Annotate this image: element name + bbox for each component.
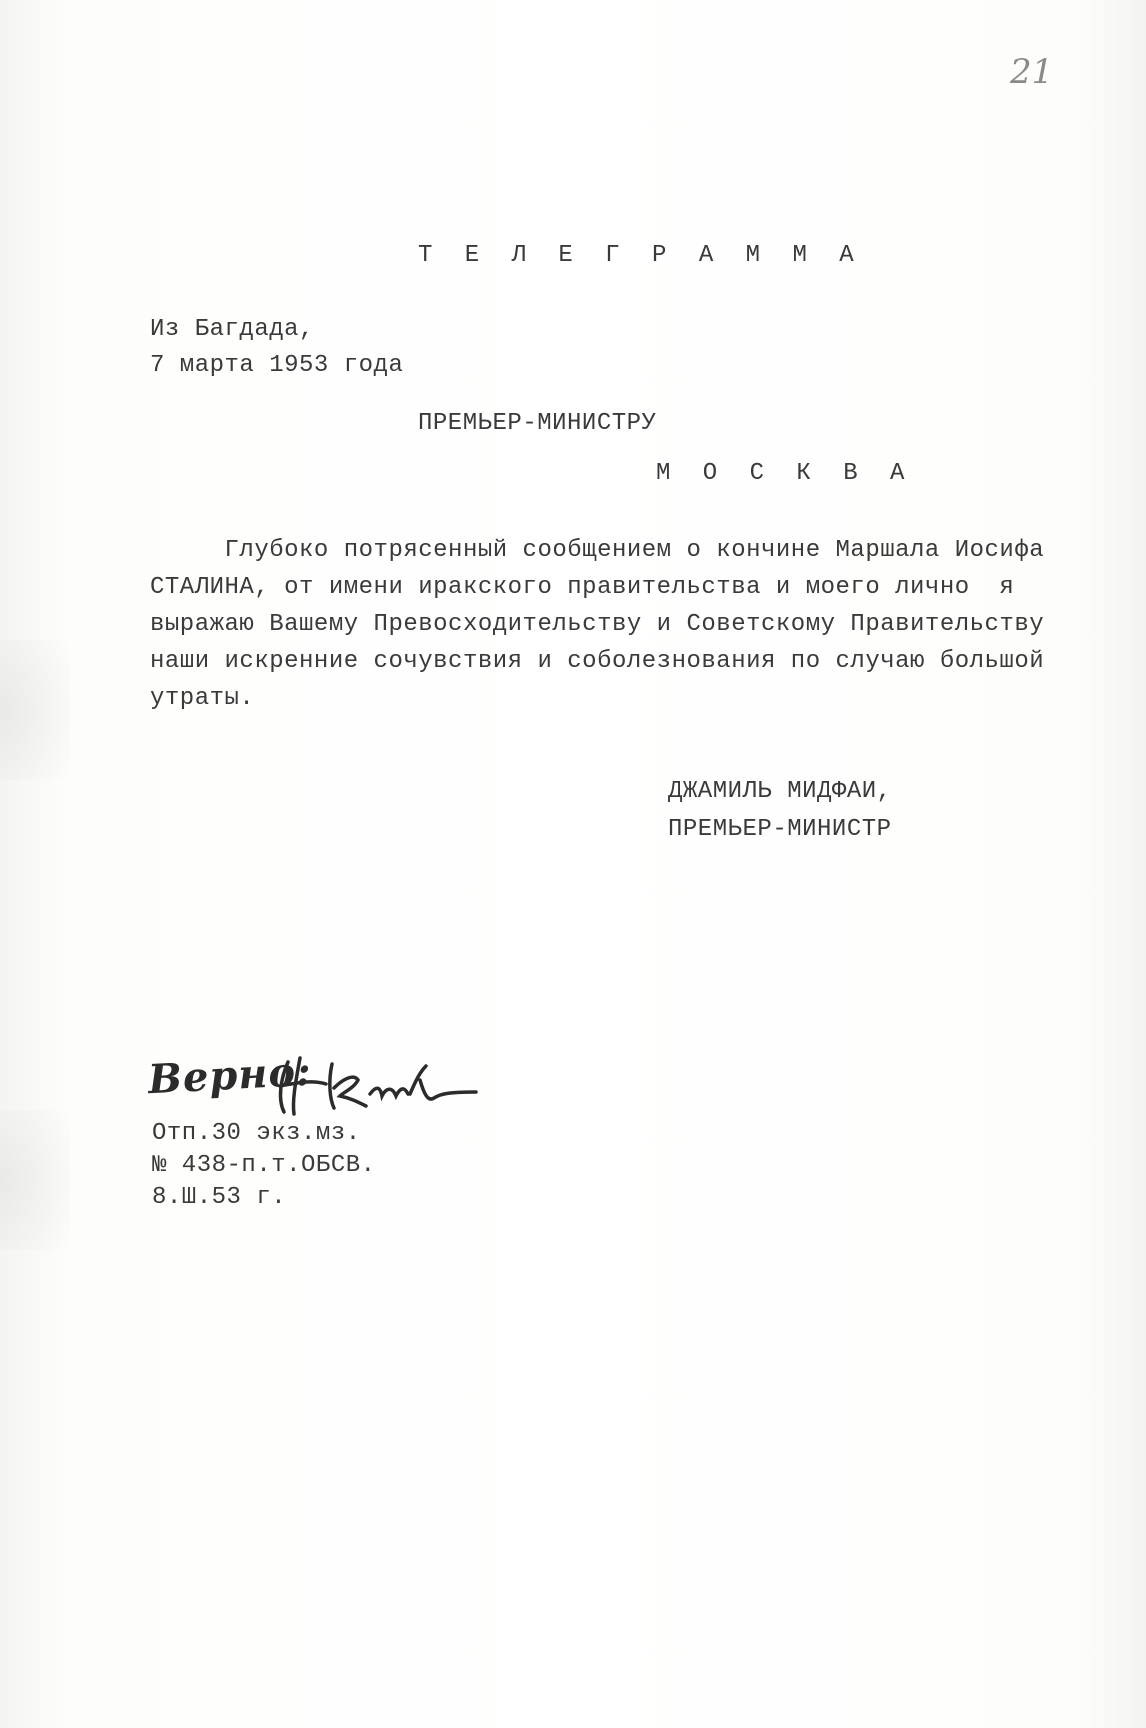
body-line: выражаю Вашему Превосходительству и Советскому Правительству [150,611,1045,638]
certification-handwritten: Верно: [146,1047,313,1104]
date-stamp-line: 8.Ш.53 г. [152,1184,287,1211]
message-body [150,532,1044,717]
body-line: наши искренние сочувствия и соболезнования по случаю большой [150,648,1045,675]
origin-block [150,312,403,384]
handwritten-signature [270,1050,480,1120]
document-title: Т Е Л Е Г Р А М М А [418,242,863,269]
addressee-city: М О С К В А [656,460,914,487]
body-line: СТАЛИНА, от имени иракского правительства и моего лично я [150,574,1015,601]
scan-edge-shadow [0,1110,70,1250]
addressee: ПРЕМЬЕР-МИНИСТРУ [418,410,657,437]
body-line: утраты. [150,685,255,712]
body-line: Глубоко потрясенный сообщением о кончине Маршала Иосифа [150,537,1045,564]
scan-edge-shadow [0,640,70,780]
copies-line: Отп.30 экз.мз. [152,1120,361,1147]
distribution-note [152,1118,376,1214]
reference-line: № 438-п.т.ОБСВ. [152,1152,376,1179]
page-number: 21 [1010,52,1054,92]
date-line: 7 марта 1953 года [150,352,404,379]
signatory-title: ПРЕМЬЕР-МИНИСТР [668,816,892,843]
signatory-name: ДЖАМИЛЬ МИДФАИ, [668,778,892,805]
origin-line: Из Багдада, [150,316,314,343]
